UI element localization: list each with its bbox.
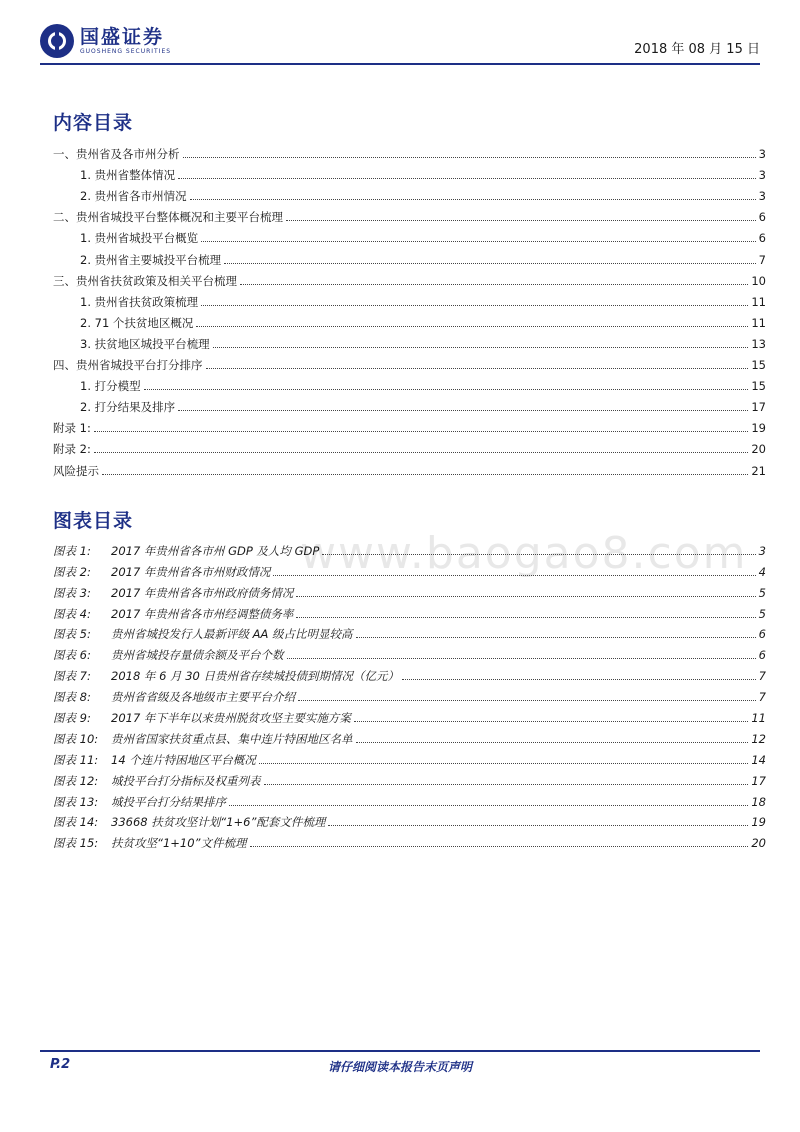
toc-entry-page: 3 <box>758 189 766 204</box>
figure-entry-label: 图表 15: <box>53 836 99 851</box>
toc-entry[interactable] <box>53 372 766 393</box>
figure-entry[interactable] <box>53 537 766 558</box>
figure-entry-page: 14 <box>751 752 766 767</box>
figure-entry[interactable] <box>53 767 766 788</box>
figure-leader-dots <box>229 805 748 806</box>
figure-leader-dots <box>356 742 749 743</box>
figure-entry[interactable] <box>53 641 766 662</box>
figure-entry-label: 图表 11: <box>53 752 99 767</box>
figure-leader-dots <box>273 575 755 576</box>
figure-entry-label: 图表 6: <box>53 648 91 663</box>
toc-entry-text: 二、贵州省城投平台整体概况和主要平台梳理 <box>53 210 283 225</box>
figure-entry-title: 2017 年贵州省各市州 GDP 及人均 GDP <box>111 543 320 558</box>
toc-entry-page: 3 <box>758 168 766 183</box>
figure-entry-page: 6 <box>758 648 766 663</box>
logo-name-cn: 国盛证券 <box>80 26 165 48</box>
toc-entry-page: 15 <box>751 379 766 394</box>
toc-entry[interactable] <box>53 182 766 203</box>
figure-leader-dots <box>328 825 748 826</box>
toc-entry-page: 17 <box>751 400 766 415</box>
figure-entry[interactable] <box>53 829 766 850</box>
toc-entry-text: 附录 2: <box>53 442 91 457</box>
figure-leader-dots <box>322 554 755 555</box>
figure-leader-dots <box>287 658 756 659</box>
figure-entry-page: 18 <box>751 794 766 809</box>
toc-entry-text: 1. 贵州省扶贫政策梳理 <box>80 294 199 309</box>
toc-entry[interactable] <box>53 224 766 245</box>
toc-entry-page: 11 <box>751 294 766 309</box>
figure-entry-page: 11 <box>751 711 766 726</box>
figure-entry-page: 12 <box>751 731 766 746</box>
toc-entry-page: 13 <box>751 336 766 351</box>
toc-leader-dots <box>190 199 756 200</box>
toc-entry-page: 11 <box>751 315 766 330</box>
toc-entry[interactable] <box>53 456 766 477</box>
figure-entry-title: 扶贫攻坚“1+10”文件梳理 <box>111 836 247 851</box>
toc-entry-page: 21 <box>751 463 766 478</box>
figure-leader-dots <box>298 700 756 701</box>
logo-mark-icon <box>40 24 74 58</box>
figure-leader-dots <box>264 784 749 785</box>
toc-entry-text: 3. 扶贫地区城投平台梳理 <box>80 336 210 351</box>
toc-entry[interactable] <box>53 140 766 161</box>
figure-entry-page: 20 <box>751 836 766 851</box>
toc-title: 内容目录 <box>53 112 134 134</box>
figure-leader-dots <box>354 721 748 722</box>
figure-entry-title: 贵州省国家扶贫重点县、集中连片特困地区名单 <box>111 731 353 746</box>
toc-entry-text: 1. 打分模型 <box>80 379 141 394</box>
figure-leader-dots <box>250 846 749 847</box>
figure-entry[interactable] <box>53 558 766 579</box>
toc-leader-dots <box>213 347 749 348</box>
figure-entry-title: 贵州省省级及各地级市主要平台介绍 <box>111 690 295 705</box>
logo-name-en: GUOSHENG SECURITIES <box>80 48 172 55</box>
figure-entry-label: 图表 10: <box>53 731 99 746</box>
toc-leader-dots <box>201 305 748 306</box>
toc-entry[interactable] <box>53 245 766 266</box>
toc-entry[interactable] <box>53 288 766 309</box>
figure-entry-page: 17 <box>751 773 766 788</box>
figure-entry-label: 图表 12: <box>53 773 99 788</box>
toc-entry-text: 1. 贵州省城投平台概览 <box>80 231 199 246</box>
toc-leader-dots <box>224 263 756 264</box>
figure-entry-page: 4 <box>758 564 766 579</box>
toc-entry[interactable] <box>53 267 766 288</box>
toc-entry-text: 附录 1: <box>53 421 91 436</box>
toc-entry-text: 2. 打分结果及排序 <box>80 400 176 415</box>
figure-entry-label: 图表 5: <box>53 627 91 642</box>
figure-entry-label: 图表 1: <box>53 543 91 558</box>
page-header <box>40 22 760 62</box>
toc-entry[interactable] <box>53 393 766 414</box>
figure-leader-dots <box>296 596 755 597</box>
toc-entry-page: 6 <box>758 210 766 225</box>
toc-entry[interactable] <box>53 309 766 330</box>
figure-entry-page: 7 <box>758 690 766 705</box>
page-number: P.2 <box>50 1057 71 1072</box>
toc-entry[interactable] <box>53 330 766 351</box>
figure-leader-dots <box>356 637 756 638</box>
toc-entry-text: 一、贵州省及各市州分析 <box>53 147 180 162</box>
footer-divider <box>40 1050 760 1052</box>
report-date: 2018 年 08 月 15 日 <box>634 42 760 57</box>
figure-entry-title: 2017 年贵州省各市州经调整债务率 <box>111 606 294 621</box>
figure-entry-title: 2017 年贵州省各市州政府债务情况 <box>111 585 294 600</box>
figure-entry-title: 2017 年贵州省各市州财政情况 <box>111 564 271 579</box>
figure-entry-title: 贵州省城投发行人最新评级 AA 级占比明显较高 <box>111 627 353 642</box>
figure-entry-label: 图表 7: <box>53 669 91 684</box>
figure-entry-title: 贵州省城投存量债余额及平台个数 <box>111 648 284 663</box>
figure-entry-title: 城投平台打分结果排序 <box>111 794 226 809</box>
figure-leader-dots <box>259 763 749 764</box>
figure-entry-label: 图表 2: <box>53 564 91 579</box>
figure-entry[interactable] <box>53 600 766 621</box>
figure-entry-label: 图表 14: <box>53 815 99 830</box>
figure-entry[interactable] <box>53 704 766 725</box>
toc-leader-dots <box>94 452 749 453</box>
figure-entry-page: 3 <box>758 543 766 558</box>
toc-entry-page: 7 <box>758 252 766 267</box>
figure-entry-title: 14 个连片特困地区平台概况 <box>111 752 256 767</box>
figure-list <box>53 537 766 850</box>
figure-entry[interactable] <box>53 809 766 830</box>
figure-entry[interactable] <box>53 725 766 746</box>
toc-entry-page: 10 <box>751 273 766 288</box>
header-divider <box>40 63 760 65</box>
toc-entry-page: 6 <box>758 231 766 246</box>
figure-entry-label: 图表 3: <box>53 585 91 600</box>
company-logo <box>40 24 171 58</box>
toc-leader-dots <box>240 284 748 285</box>
figure-entry[interactable] <box>53 621 766 642</box>
toc-entry-text: 四、贵州省城投平台打分排序 <box>53 358 203 373</box>
footer-disclaimer: 请仔细阅读本报告末页声明 <box>327 1060 472 1074</box>
toc-leader-dots <box>286 220 756 221</box>
toc-entry-page: 19 <box>751 421 766 436</box>
figure-leader-dots <box>296 617 755 618</box>
toc-leader-dots <box>206 368 749 369</box>
toc-entry[interactable] <box>53 203 766 224</box>
figure-entry-page: 6 <box>758 627 766 642</box>
toc-leader-dots <box>144 389 749 390</box>
toc-entry-text: 风险提示 <box>53 463 99 478</box>
toc-entry-text: 2. 贵州省各市州情况 <box>80 189 187 204</box>
figure-entry[interactable] <box>53 683 766 704</box>
figure-entry-title: 33668 扶贫攻坚计划“1+6”配套文件梳理 <box>111 815 326 830</box>
toc-leader-dots <box>102 474 748 475</box>
toc-leader-dots <box>196 326 748 327</box>
toc-entry-text: 1. 贵州省整体情况 <box>80 168 176 183</box>
figure-entry-page: 7 <box>758 669 766 684</box>
toc-entry-text: 2. 贵州省主要城投平台梳理 <box>80 252 222 267</box>
figure-entry-page: 5 <box>758 585 766 600</box>
figure-entry-label: 图表 8: <box>53 690 91 705</box>
figure-entry[interactable] <box>53 746 766 767</box>
figure-entry[interactable] <box>53 662 766 683</box>
figure-entry-page: 5 <box>758 606 766 621</box>
figures-title: 图表目录 <box>53 510 134 532</box>
figure-entry[interactable] <box>53 579 766 600</box>
toc-leader-dots <box>183 157 756 158</box>
toc-entry[interactable] <box>53 161 766 182</box>
toc-entry[interactable] <box>53 435 766 456</box>
toc-entry-page: 15 <box>751 358 766 373</box>
toc-entry-page: 20 <box>751 442 766 457</box>
figure-entry[interactable] <box>53 788 766 809</box>
figure-entry-title: 2018 年 6 月 30 日贵州省存续城投债到期情况（亿元） <box>111 669 399 684</box>
figure-entry-title: 城投平台打分指标及权重列表 <box>111 773 261 788</box>
toc-leader-dots <box>178 178 756 179</box>
figure-entry-page: 19 <box>751 815 766 830</box>
toc-leader-dots <box>178 410 748 411</box>
toc-leader-dots <box>94 431 749 432</box>
toc-leader-dots <box>201 241 756 242</box>
figure-entry-label: 图表 13: <box>53 794 99 809</box>
toc-entry-text: 三、贵州省扶贫政策及相关平台梳理 <box>53 273 237 288</box>
toc-entry-page: 3 <box>758 147 766 162</box>
figure-leader-dots <box>402 679 756 680</box>
toc-list <box>53 140 766 478</box>
figure-entry-label: 图表 9: <box>53 711 91 726</box>
toc-entry[interactable] <box>53 351 766 372</box>
figure-entry-label: 图表 4: <box>53 606 91 621</box>
toc-entry[interactable] <box>53 414 766 435</box>
toc-entry-text: 2. 71 个扶贫地区概况 <box>80 315 194 330</box>
figure-entry-title: 2017 年下半年以来贵州脱贫攻坚主要实施方案 <box>111 711 351 726</box>
watermark: www.baogao8.com <box>300 528 748 579</box>
